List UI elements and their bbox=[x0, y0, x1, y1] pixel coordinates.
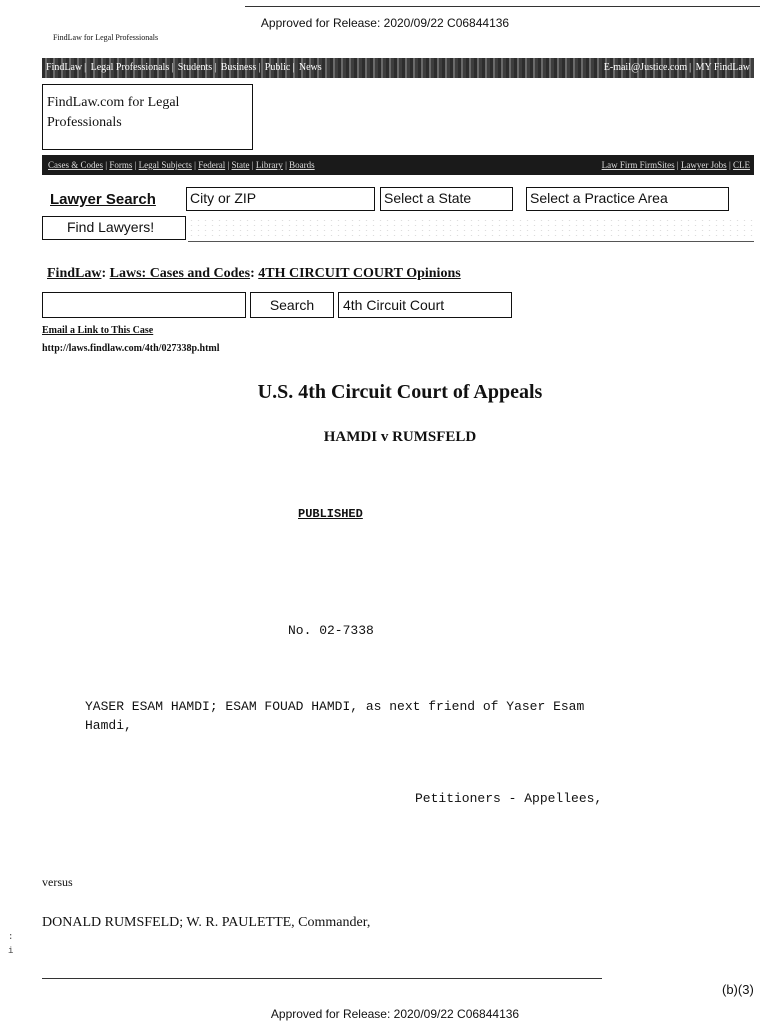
published-label: PUBLISHED bbox=[298, 507, 363, 521]
breadcrumb-separator-2: : bbox=[250, 266, 259, 281]
release-footer: Approved for Release: 2020/09/22 C06844136 bbox=[270, 1007, 520, 1021]
sub-nav-state[interactable]: State bbox=[231, 160, 250, 170]
sub-nav-boards[interactable]: Boards bbox=[289, 160, 315, 170]
top-nav-legal-professionals[interactable]: Legal Professionals bbox=[90, 62, 170, 73]
find-lawyers-button[interactable]: Find Lawyers! bbox=[42, 216, 186, 240]
practice-area-select[interactable]: Select a Practice Area bbox=[526, 187, 729, 211]
sub-nav-firmsites[interactable]: Law Firm FirmSites bbox=[601, 160, 675, 170]
logo-line-2: Professionals bbox=[47, 115, 122, 130]
top-nav-right: E-mail@Justice.com | MY FindLaw bbox=[603, 62, 750, 73]
top-nav-students[interactable]: Students bbox=[177, 62, 213, 73]
sub-nav-forms[interactable]: Forms bbox=[109, 160, 133, 170]
site-label: FindLaw for Legal Professionals bbox=[53, 33, 159, 42]
respondent-parties: DONALD RUMSFELD; W. R. PAULETTE, Commander, bbox=[42, 915, 371, 930]
sub-nav-cases-codes[interactable]: Cases & Codes bbox=[48, 160, 103, 170]
sub-nav-lawyer-jobs[interactable]: Lawyer Jobs bbox=[680, 160, 727, 170]
case-url: http://laws.findlaw.com/4th/027338p.html bbox=[42, 343, 220, 354]
scan-noise bbox=[188, 218, 754, 240]
top-nav-bar bbox=[42, 58, 754, 78]
breadcrumb-findlaw[interactable]: FindLaw bbox=[47, 266, 102, 281]
breadcrumb-laws[interactable]: Laws: Cases and Codes bbox=[109, 266, 251, 281]
top-nav-my-findlaw[interactable]: MY FindLaw bbox=[695, 62, 750, 73]
versus-label: versus bbox=[42, 875, 73, 889]
city-zip-input[interactable]: City or ZIP bbox=[186, 187, 375, 211]
top-nav-findlaw[interactable]: FindLaw bbox=[46, 62, 83, 73]
top-nav-public[interactable]: Public bbox=[264, 62, 291, 73]
sub-nav-library[interactable]: Library bbox=[255, 160, 283, 170]
petitioner-parties: YASER ESAM HAMDI; ESAM FOUAD HAMDI, as next friend of Yaser Esam Hamdi, bbox=[85, 699, 585, 733]
breadcrumb bbox=[47, 266, 461, 282]
case-search-input[interactable] bbox=[42, 292, 246, 318]
top-nav-left: FindLaw | Legal Professionals | Students | Business | Public | News bbox=[46, 62, 322, 73]
petitioner-role: Petitioners - Appellees, bbox=[415, 791, 603, 806]
state-select[interactable]: Select a State bbox=[380, 187, 513, 211]
case-title: HAMDI v RUMSFELD bbox=[323, 429, 477, 445]
sub-nav-cle[interactable]: CLE bbox=[733, 160, 750, 170]
breadcrumb-separator-1: : bbox=[101, 266, 110, 281]
sub-nav-federal[interactable]: Federal bbox=[198, 160, 226, 170]
email-case-link[interactable]: Email a Link to This Case bbox=[42, 325, 154, 336]
top-nav-business[interactable]: Business bbox=[220, 62, 257, 73]
docket-number: No. 02-7338 bbox=[288, 623, 374, 638]
sub-nav-legal-subjects[interactable]: Legal Subjects bbox=[138, 160, 192, 170]
findlaw-logo[interactable] bbox=[42, 84, 253, 150]
bottom-rule bbox=[42, 978, 602, 979]
exemption-code: (b)(3) bbox=[722, 982, 754, 997]
top-nav-news[interactable]: News bbox=[298, 62, 322, 73]
top-nav-email-justice[interactable]: E-mail@Justice.com bbox=[603, 62, 688, 73]
top-rule bbox=[245, 6, 760, 7]
release-header: Approved for Release: 2020/09/22 C06844136 bbox=[260, 16, 510, 30]
sub-nav-bar bbox=[42, 155, 754, 175]
court-title: U.S. 4th Circuit Court of Appeals bbox=[257, 381, 543, 403]
sub-nav-left: Cases & Codes | Forms | Legal Subjects | Federal | State | Library | Boards bbox=[48, 160, 315, 170]
sub-nav-right: Law Firm FirmSites | Lawyer Jobs | CLE bbox=[601, 160, 750, 170]
lawyer-search-label: Lawyer Search bbox=[50, 191, 156, 208]
search-bar-rule bbox=[188, 241, 754, 242]
margin-marks: : i bbox=[8, 932, 14, 956]
logo-line-1: FindLaw.com for Legal bbox=[47, 95, 180, 110]
breadcrumb-4th-circuit[interactable]: 4TH CIRCUIT COURT Opinions bbox=[258, 266, 461, 281]
court-select[interactable]: 4th Circuit Court bbox=[338, 292, 512, 318]
case-search-button[interactable]: Search bbox=[250, 292, 334, 318]
